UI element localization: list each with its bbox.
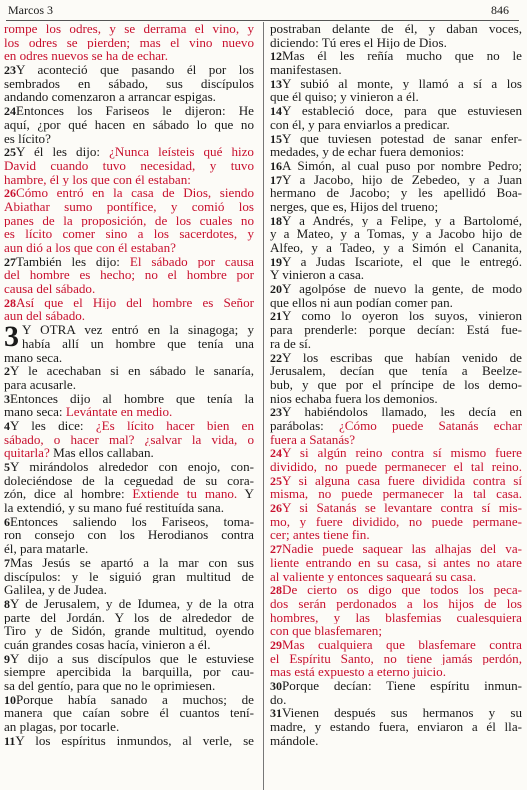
verse-text: Mas cualquiera que blasfemare contra <box>282 637 522 652</box>
verse-text: Y los espíritus inmundos, al verle, se <box>15 733 254 748</box>
text-line <box>270 487 522 501</box>
verse-text: postraban delante de él, y daban voces, <box>270 22 522 36</box>
text-line <box>270 515 522 529</box>
text-line <box>270 186 522 200</box>
verse-text: mano seca: <box>4 405 66 419</box>
text-line <box>270 22 522 36</box>
text-line <box>4 665 254 679</box>
text-line <box>4 474 254 488</box>
verse-text: parábolas: <box>270 418 339 433</box>
verse-text: panes de la proposición, de los cuales no <box>4 213 254 228</box>
verse-text: Y como lo oyeron los suyos, vinieron <box>282 309 522 324</box>
text-line <box>270 693 522 707</box>
text-line <box>4 611 254 625</box>
text-line <box>270 227 522 241</box>
text-line <box>270 734 522 748</box>
verse-number: 16 <box>270 158 282 173</box>
verse-text: sa del gentío, para que no le oprimiesen. <box>4 679 216 693</box>
text-line <box>270 255 522 269</box>
verse-text: Y OTRA vez entró en la sinagoga; y <box>22 323 254 337</box>
text-line <box>4 186 254 200</box>
verse-text: Y agolpóse de nuevo la gente, de modo <box>282 282 522 296</box>
verse-text: do. <box>270 692 287 707</box>
text-line <box>4 227 254 241</box>
text-line <box>270 77 522 91</box>
verse-number: 15 <box>270 131 282 146</box>
words-of-jesus: El sábado por causa <box>129 254 254 269</box>
text-line <box>4 570 254 584</box>
verse-text: Y dijo a sus discípulos que le estuviese <box>10 651 254 666</box>
verse-text: había allí un hombre que tenía una <box>22 336 254 351</box>
verse-text: Tiro y de Sidón, grande multitud, oyendo <box>4 624 254 638</box>
verse-text: manera que caían sobre él cuantos tení- <box>4 706 254 721</box>
verse-text: andando comenzaron a arrancar espigas. <box>4 90 216 105</box>
text-line <box>270 638 522 652</box>
text-line <box>4 720 254 734</box>
text-line <box>270 63 522 77</box>
verse-text: nerges, que es, Hijos del trueno; <box>270 199 439 214</box>
verse-text: cuán grandes cosas hacía, vinieron a él. <box>4 637 211 652</box>
verse-text: Abiathar sumo pontífice, y comió los <box>4 199 254 214</box>
text-line <box>4 268 254 282</box>
verse-text: el Espíritu Santo, no tiene jamás perdón, <box>270 651 522 666</box>
verse-text: Y mirándolos alrededor con enojo, con- <box>10 460 254 474</box>
verse-number: 12 <box>270 49 282 64</box>
verse-text: en odres nuevos se ha de echar. <box>4 49 168 64</box>
text-line <box>4 679 254 693</box>
text-line <box>270 405 522 419</box>
text-line <box>4 487 254 501</box>
text-line <box>270 611 522 625</box>
verse-number: 10 <box>4 692 16 707</box>
text-line <box>4 309 254 323</box>
text-line <box>4 652 254 666</box>
verse-number: 13 <box>270 76 282 91</box>
text-line <box>270 433 522 447</box>
verse-text: medades, y de echar fuera demonios: <box>270 145 465 159</box>
verse-number: 23 <box>4 63 16 77</box>
verse-text: cer; antes tiene fin. <box>270 528 370 543</box>
verse-text: Y a Andrés, y a Felipe, y a Bartolomé, <box>282 213 522 228</box>
text-line <box>4 351 254 365</box>
verse-number: 7 <box>4 555 10 570</box>
verse-text: Y les dice: <box>10 418 96 433</box>
verse-text: diciendo: Tú eres el Hijo de Dios. <box>270 35 447 50</box>
verse-text: Y él les dijo: <box>16 145 110 159</box>
verse-text: Así que el Hijo del hombre es Señor <box>16 295 254 310</box>
header-rule <box>6 20 519 21</box>
text-line <box>270 679 522 693</box>
text-line <box>270 145 522 159</box>
text-line <box>4 501 254 515</box>
verse-text: mas está expuesto a eterno juicio. <box>270 665 446 679</box>
text-line <box>270 706 522 720</box>
verse-number: 31 <box>270 706 282 721</box>
verse-number: 25 <box>270 473 282 488</box>
text-line <box>270 132 522 146</box>
text-line <box>270 652 522 666</box>
text-line <box>270 49 522 63</box>
verse-number: 14 <box>270 104 282 118</box>
words-of-jesus: Levántate en medio. <box>65 405 173 419</box>
text-line <box>4 90 254 104</box>
verse-text: Entonces los Fariseos le dijeron: He <box>16 104 254 118</box>
verse-text: siempre apercibida la barquilla, por cau- <box>4 665 254 679</box>
verse-text: dividido, no puede permanecer el tal reino. <box>270 460 522 474</box>
text-line <box>270 556 522 570</box>
verse-number: 8 <box>4 596 10 611</box>
verse-text: hambre, él y los que con él estaban: <box>4 172 191 187</box>
text-line <box>4 296 254 310</box>
text-line <box>270 351 522 365</box>
verse-text: sábado, o hacer mal? ¿salvar la vida, o <box>4 432 254 447</box>
verse-text: que ellos ni aun podían comer pan. <box>270 295 453 310</box>
verse-text: hermano de Jacobo; y les apellidó Boa- <box>270 186 522 200</box>
verse-number: 2 <box>4 364 10 378</box>
text-line <box>270 474 522 488</box>
verse-text: Entonces dijo al hombre que tenía la <box>10 391 254 406</box>
verse-text: Galilea, y de Judea. <box>4 583 107 597</box>
text-line <box>4 392 254 406</box>
verse-number: 11 <box>4 733 16 748</box>
verse-number: 6 <box>4 514 10 529</box>
verse-number: 3 <box>4 391 10 406</box>
verse-text: Mas Jesús se apartó a la mar con sus <box>10 555 254 570</box>
text-line <box>270 364 522 378</box>
text-line <box>4 159 254 173</box>
verse-text: hombres, y las blasfemias cualesquiera <box>270 610 522 625</box>
text-line <box>4 364 254 378</box>
text-line <box>4 419 254 433</box>
text-line <box>270 624 522 638</box>
text-line <box>270 542 522 556</box>
verse-text: Y subió al monte, y llamó a sí a los <box>282 76 522 91</box>
verse-text: Y aconteció que pasando él por los <box>16 63 254 77</box>
text-line <box>4 734 254 748</box>
verse-number: 18 <box>270 213 282 228</box>
text-line <box>270 296 522 310</box>
verse-text: Y <box>237 487 254 502</box>
text-line <box>4 214 254 228</box>
verse-text: mándole. <box>270 733 319 748</box>
verse-text: discípulos: y le siguió gran multitud de <box>4 569 254 584</box>
verse-text: es lícito? <box>4 131 51 146</box>
text-line <box>4 22 254 36</box>
text-line <box>4 446 254 460</box>
text-line <box>4 36 254 50</box>
verse-text: ra de sí. <box>270 336 312 351</box>
words-of-jesus: Extiende tu mano. <box>132 487 238 502</box>
book-chapter-title: Marcos 3 <box>8 3 53 17</box>
text-line <box>4 200 254 214</box>
verse-text: que él quiso; y vinieron a él. <box>270 90 419 105</box>
verse-number: 23 <box>270 405 282 419</box>
text-line <box>270 282 522 296</box>
text-line <box>270 570 522 584</box>
text-line <box>4 241 254 255</box>
text-line <box>4 706 254 720</box>
verse-text: para prenderle: porque decían: Está fue- <box>270 323 522 337</box>
verse-number: 17 <box>270 172 282 187</box>
text-line <box>4 638 254 652</box>
verse-text: al valiente y entonces saqueará su casa. <box>270 569 477 584</box>
verse-text: la extendió, y su mano fué restituída sana. <box>4 501 224 515</box>
verse-text: A Simón, al cual puso por nombre Pedro; <box>282 158 522 173</box>
verse-text: doleciéndose de la ceguedad de su cora- <box>4 473 254 488</box>
text-line <box>4 515 254 529</box>
verse-text: Y si alguna casa fuere dividida contra sí <box>282 473 522 488</box>
verse-text: Nadie puede saquear las alhajas del va- <box>282 542 522 556</box>
column-divider <box>263 22 264 790</box>
text-line <box>270 309 522 323</box>
text-line <box>270 528 522 542</box>
verse-text: Y a Judas Iscariote, el que le entregó. <box>282 254 522 269</box>
verse-number: 28 <box>4 295 16 310</box>
verse-text: él, para matarle. <box>4 542 89 556</box>
text-line <box>270 665 522 679</box>
verse-number: 21 <box>270 309 282 324</box>
words-of-jesus: ¿Nunca leísteis qué hizo <box>109 145 254 159</box>
verse-text: David cuando tuvo necesidad, y tuvo <box>4 158 254 173</box>
text-line <box>4 282 254 296</box>
verse-number: 24 <box>270 446 282 460</box>
verse-number: 29 <box>270 637 282 652</box>
text-line <box>270 118 522 132</box>
verse-text: con que blasfemaren; <box>270 624 382 638</box>
verse-text: fuera a Satanás? <box>270 432 356 447</box>
verse-text: ron consejo con los Herodianos contra <box>4 528 254 543</box>
text-line <box>4 104 254 118</box>
text-line <box>4 433 254 447</box>
text-line <box>270 501 522 515</box>
text-line <box>4 460 254 474</box>
text-line <box>270 104 522 118</box>
text-line <box>22 323 254 337</box>
verse-text: Cómo entró en la casa de Dios, siendo <box>16 186 254 200</box>
verse-number: 5 <box>4 460 10 474</box>
text-line <box>270 268 522 282</box>
verse-text: misma, no puede permanecer la tal casa. <box>270 487 522 502</box>
verse-text: dos serán perdonados a los hijos de los <box>270 596 522 611</box>
verse-number: 22 <box>270 350 282 365</box>
verse-text: aquí, ¿por qué hacen en sábado lo que no <box>4 117 254 132</box>
verse-text: Y los escribas que habían venido de <box>282 350 522 365</box>
text-line <box>22 337 254 351</box>
text-line <box>4 583 254 597</box>
verse-text: Jerusalem, decían que tenía a Beelze- <box>270 364 522 378</box>
verse-text: mano seca. <box>4 350 63 365</box>
text-line <box>4 597 254 611</box>
verse-number: 26 <box>4 186 16 200</box>
text-line <box>270 173 522 187</box>
text-line <box>4 145 254 159</box>
verse-number: 24 <box>4 104 16 118</box>
text-line <box>270 241 522 255</box>
text-line <box>4 528 254 542</box>
text-line <box>270 159 522 173</box>
verse-number: 26 <box>270 501 282 515</box>
text-line <box>270 720 522 734</box>
verse-number: 27 <box>4 254 16 269</box>
verse-text: Y si algún reino contra sí mismo fuere <box>282 446 522 460</box>
verse-text: es lícito comer sino a los sacerdotes, y <box>4 227 254 241</box>
verse-text: los odres se pierden; mas el vino nuevo <box>4 35 254 50</box>
text-line <box>270 583 522 597</box>
verse-text: También les dijo: <box>16 254 130 269</box>
text-line <box>270 446 522 460</box>
text-line <box>270 323 522 337</box>
verse-text: Y que tuviesen potestad de sanar enfer- <box>282 131 522 146</box>
verse-number: 20 <box>270 282 282 296</box>
text-line <box>4 378 254 392</box>
verse-text: sembrados en sábado, sus discípulos <box>4 76 254 91</box>
text-line <box>4 624 254 638</box>
verse-text: Y habiéndolos llamado, les decía en <box>282 405 522 419</box>
text-line <box>270 90 522 104</box>
verse-text: madre, y estando fuera, enviaron a él lla- <box>270 720 522 734</box>
right-column <box>270 22 522 747</box>
left-column <box>4 22 254 747</box>
chapter-number: 3 <box>4 320 19 354</box>
verse-text: Porque decían: Tiene espíritu inmun- <box>282 679 522 693</box>
words-of-jesus: ¿Es lícito hacer bien en <box>95 418 254 433</box>
verse-text: an plagas, por tocarle. <box>4 720 120 734</box>
verse-number: 4 <box>4 418 10 433</box>
verse-text: bub, y que por el príncipe de los demo- <box>270 377 522 392</box>
verse-text: Y vinieron a casa. <box>270 268 365 283</box>
verse-text: zón, dice al hombre: <box>4 487 133 502</box>
text-line <box>270 460 522 474</box>
text-line <box>4 132 254 146</box>
page-number: 846 <box>491 3 509 17</box>
verse-text: De cierto os digo que todos los peca- <box>282 583 522 597</box>
verse-text: Porque había sanado a muchos; de <box>16 692 254 707</box>
text-line <box>4 77 254 91</box>
text-line <box>270 214 522 228</box>
verse-text: parte del Jordán. Y los de alrededor de <box>4 610 254 625</box>
verse-text: Y estableció doce, para que estuviesen <box>282 104 522 118</box>
words-of-jesus: ¿Cómo puede Satanás echar <box>339 418 522 433</box>
verse-text: causa del sábado. <box>4 282 96 296</box>
text-line <box>270 419 522 433</box>
text-line <box>4 542 254 556</box>
page-header <box>0 0 527 18</box>
text-line <box>270 392 522 406</box>
verse-text: aun dió a los que con él estaban? <box>4 241 176 255</box>
text-line <box>4 255 254 269</box>
verse-text: para acusarle. <box>4 377 76 392</box>
verse-text: Y si Satanás se levantare contra sí mis- <box>282 501 522 515</box>
verse-text: del hombre es hecho; no el hombre por <box>4 268 254 283</box>
text-line <box>270 597 522 611</box>
text-line <box>4 118 254 132</box>
verse-number: 30 <box>270 679 282 693</box>
verse-text: rompe los odres, y se derrama el vino, y <box>4 22 254 36</box>
text-line <box>270 36 522 50</box>
verse-number: 19 <box>270 254 282 269</box>
text-line <box>270 337 522 351</box>
verse-number: 9 <box>4 651 10 666</box>
verse-text: Alfeo, y a Tadeo, y a Simón el Cananita, <box>270 241 522 255</box>
text-line <box>4 405 254 419</box>
verse-number: 25 <box>4 145 16 159</box>
verse-text: mo, y fuere dividido, no puede permane- <box>270 514 522 529</box>
verse-text: liente entrando en su casa, si antes no atare <box>270 555 522 570</box>
text-line <box>4 693 254 707</box>
verse-text: manifestasen. <box>270 63 342 77</box>
verse-text: y a Mateo, y a Tomas, y a Jacobo hijo de <box>270 227 522 241</box>
verse-number: 27 <box>270 542 282 556</box>
verse-text: Y de Jerusalem, y de Idumea, y de la otra <box>10 596 254 611</box>
verse-number: 28 <box>270 583 282 597</box>
verse-text: aun del sábado. <box>4 309 86 324</box>
text-line <box>270 378 522 392</box>
text-line <box>4 49 254 63</box>
text-line <box>4 173 254 187</box>
text-line <box>4 63 254 77</box>
verse-text: Y le acechaban si en sábado le sanaría, <box>10 364 254 378</box>
verse-text: Entonces saliendo los Fariseos, toma- <box>10 514 254 529</box>
verse-text: Vienen después sus hermanos y su <box>282 706 522 721</box>
verse-text: Mas él les reñía mucho que no le <box>282 49 522 64</box>
verse-text: Y a Jacobo, hijo de Zebedeo, y a Juan <box>282 172 522 187</box>
text-line <box>270 200 522 214</box>
verse-text: Mas ellos callaban. <box>49 446 154 460</box>
verse-text: nios echaba fuera los demonios. <box>270 391 438 406</box>
text-line <box>4 556 254 570</box>
verse-text: con él, y para enviarlos a predicar. <box>270 117 450 132</box>
verse-text: quitarla? <box>4 446 50 460</box>
